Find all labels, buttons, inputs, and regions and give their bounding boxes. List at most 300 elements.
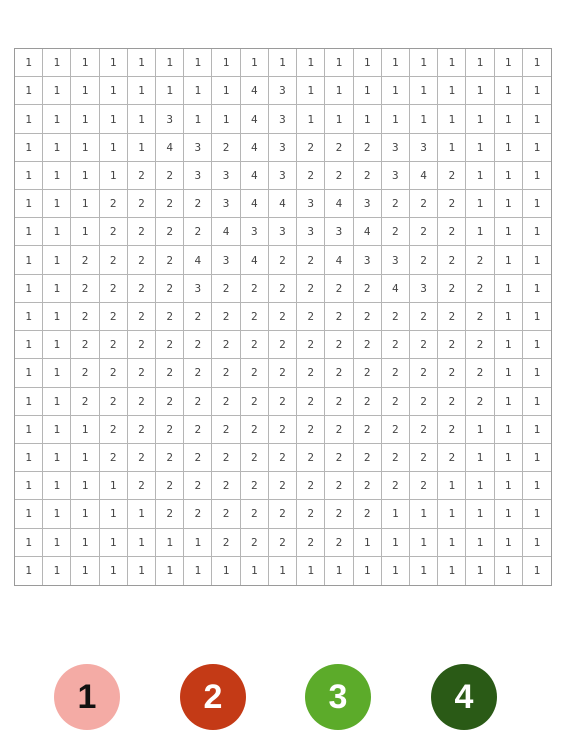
grid-cell[interactable]: 1 (495, 77, 523, 105)
grid-cell[interactable]: 1 (523, 105, 551, 133)
grid-cell[interactable]: 2 (241, 529, 269, 557)
grid-cell[interactable]: 1 (382, 500, 410, 528)
grid-cell[interactable]: 1 (43, 331, 71, 359)
grid-cell[interactable]: 1 (438, 529, 466, 557)
grid-cell[interactable]: 4 (241, 134, 269, 162)
grid-cell[interactable]: 2 (241, 500, 269, 528)
grid-cell[interactable]: 2 (325, 500, 353, 528)
grid-cell[interactable]: 2 (128, 246, 156, 274)
grid-cell[interactable]: 2 (382, 303, 410, 331)
grid-cell[interactable]: 2 (269, 303, 297, 331)
grid-cell[interactable]: 1 (410, 105, 438, 133)
grid-cell[interactable]: 1 (410, 49, 438, 77)
grid-cell[interactable]: 2 (71, 331, 99, 359)
grid-cell[interactable]: 2 (438, 275, 466, 303)
grid-cell[interactable]: 2 (156, 246, 184, 274)
grid-cell[interactable]: 1 (523, 162, 551, 190)
grid-cell[interactable]: 4 (241, 246, 269, 274)
grid-cell[interactable]: 2 (410, 246, 438, 274)
grid-cell[interactable]: 2 (241, 303, 269, 331)
grid-cell[interactable]: 4 (325, 246, 353, 274)
grid-cell[interactable]: 2 (325, 162, 353, 190)
grid-cell[interactable]: 2 (128, 444, 156, 472)
grid-cell[interactable]: 1 (354, 49, 382, 77)
grid-cell[interactable]: 1 (466, 49, 494, 77)
grid-cell[interactable]: 1 (71, 444, 99, 472)
grid-cell[interactable]: 3 (184, 134, 212, 162)
grid-cell[interactable]: 3 (184, 275, 212, 303)
grid-cell[interactable]: 3 (382, 162, 410, 190)
grid-cell[interactable]: 1 (354, 77, 382, 105)
grid-cell[interactable]: 1 (100, 557, 128, 585)
grid-cell[interactable]: 1 (466, 472, 494, 500)
grid-cell[interactable]: 1 (184, 105, 212, 133)
grid-cell[interactable]: 2 (156, 275, 184, 303)
grid-cell[interactable]: 2 (410, 331, 438, 359)
color-swatch-3[interactable] (305, 664, 371, 730)
grid-cell[interactable]: 1 (43, 529, 71, 557)
grid-cell[interactable]: 3 (269, 134, 297, 162)
grid-cell[interactable]: 2 (128, 218, 156, 246)
grid-cell[interactable]: 2 (325, 303, 353, 331)
grid-cell[interactable]: 2 (438, 388, 466, 416)
grid-cell[interactable]: 1 (523, 303, 551, 331)
grid-cell[interactable]: 3 (184, 162, 212, 190)
grid-cell[interactable]: 1 (523, 500, 551, 528)
grid-cell[interactable]: 1 (71, 49, 99, 77)
grid-cell[interactable]: 2 (269, 359, 297, 387)
grid-cell[interactable]: 2 (100, 218, 128, 246)
grid-cell[interactable]: 1 (128, 500, 156, 528)
grid-cell[interactable]: 2 (184, 388, 212, 416)
grid-cell[interactable]: 1 (523, 275, 551, 303)
grid-cell[interactable]: 1 (382, 49, 410, 77)
grid-cell[interactable]: 1 (184, 557, 212, 585)
grid-cell[interactable]: 1 (184, 77, 212, 105)
grid-cell[interactable]: 1 (325, 49, 353, 77)
grid-cell[interactable]: 2 (212, 331, 240, 359)
grid-cell[interactable]: 2 (241, 275, 269, 303)
grid-cell[interactable]: 1 (410, 77, 438, 105)
color-swatch-1[interactable] (54, 664, 120, 730)
grid-cell[interactable]: 1 (495, 331, 523, 359)
grid-cell[interactable]: 2 (269, 388, 297, 416)
grid-cell[interactable]: 2 (382, 331, 410, 359)
grid-cell[interactable]: 2 (297, 275, 325, 303)
grid-cell[interactable]: 1 (100, 49, 128, 77)
grid-cell[interactable]: 2 (438, 331, 466, 359)
grid-cell[interactable]: 1 (100, 529, 128, 557)
grid-cell[interactable]: 4 (325, 190, 353, 218)
grid-cell[interactable]: 1 (438, 77, 466, 105)
grid-cell[interactable]: 2 (438, 218, 466, 246)
grid-cell[interactable]: 2 (212, 416, 240, 444)
grid-cell[interactable]: 2 (438, 303, 466, 331)
grid-cell[interactable]: 2 (128, 359, 156, 387)
grid-cell[interactable]: 1 (15, 162, 43, 190)
grid-cell[interactable]: 4 (241, 105, 269, 133)
grid-cell[interactable]: 1 (438, 500, 466, 528)
grid-cell[interactable]: 1 (523, 331, 551, 359)
grid-cell[interactable]: 1 (184, 529, 212, 557)
grid-cell[interactable]: 2 (297, 331, 325, 359)
grid-cell[interactable]: 2 (184, 303, 212, 331)
grid-cell[interactable]: 2 (269, 500, 297, 528)
color-swatch-2[interactable] (180, 664, 246, 730)
grid-cell[interactable]: 1 (156, 529, 184, 557)
grid-cell[interactable]: 1 (43, 49, 71, 77)
grid-cell[interactable]: 1 (43, 557, 71, 585)
grid-cell[interactable]: 1 (466, 190, 494, 218)
grid-cell[interactable]: 1 (71, 472, 99, 500)
grid-cell[interactable]: 2 (269, 472, 297, 500)
grid-cell[interactable]: 1 (438, 472, 466, 500)
grid-cell[interactable]: 2 (410, 472, 438, 500)
grid-cell[interactable]: 2 (297, 416, 325, 444)
grid-cell[interactable]: 1 (100, 162, 128, 190)
grid-cell[interactable]: 1 (297, 77, 325, 105)
grid-cell[interactable]: 1 (43, 388, 71, 416)
grid-cell[interactable]: 2 (156, 303, 184, 331)
grid-cell[interactable]: 2 (241, 444, 269, 472)
grid-cell[interactable]: 2 (466, 359, 494, 387)
grid-cell[interactable]: 2 (156, 500, 184, 528)
grid-cell[interactable]: 1 (15, 218, 43, 246)
grid-cell[interactable]: 1 (382, 77, 410, 105)
grid-cell[interactable]: 2 (156, 331, 184, 359)
grid-cell[interactable]: 1 (212, 49, 240, 77)
grid-cell[interactable]: 1 (495, 275, 523, 303)
grid-cell[interactable]: 1 (466, 77, 494, 105)
grid-cell[interactable]: 2 (156, 162, 184, 190)
grid-cell[interactable]: 1 (438, 134, 466, 162)
grid-cell[interactable]: 1 (438, 49, 466, 77)
grid-cell[interactable]: 2 (128, 275, 156, 303)
grid-cell[interactable]: 2 (156, 388, 184, 416)
grid-cell[interactable]: 2 (156, 472, 184, 500)
grid-cell[interactable]: 1 (523, 246, 551, 274)
grid-cell[interactable]: 4 (212, 218, 240, 246)
grid-cell[interactable]: 2 (466, 388, 494, 416)
grid-cell[interactable]: 1 (523, 529, 551, 557)
grid-cell[interactable]: 4 (410, 162, 438, 190)
grid-cell[interactable]: 1 (15, 190, 43, 218)
grid-cell[interactable]: 2 (100, 190, 128, 218)
grid-cell[interactable]: 1 (156, 49, 184, 77)
grid-cell[interactable]: 3 (382, 246, 410, 274)
grid-cell[interactable]: 2 (410, 190, 438, 218)
grid-cell[interactable]: 1 (325, 105, 353, 133)
grid-cell[interactable]: 1 (184, 49, 212, 77)
grid-cell[interactable]: 1 (382, 529, 410, 557)
grid-cell[interactable]: 1 (410, 529, 438, 557)
grid-cell[interactable]: 2 (354, 500, 382, 528)
grid-cell[interactable]: 1 (495, 105, 523, 133)
grid-cell[interactable]: 2 (297, 359, 325, 387)
grid-cell[interactable]: 1 (71, 500, 99, 528)
grid-cell[interactable]: 1 (15, 472, 43, 500)
grid-cell[interactable]: 1 (71, 416, 99, 444)
grid-cell[interactable]: 1 (495, 359, 523, 387)
grid-cell[interactable]: 2 (71, 303, 99, 331)
grid-cell[interactable]: 2 (354, 359, 382, 387)
grid-cell[interactable]: 1 (15, 529, 43, 557)
grid-cell[interactable]: 2 (297, 303, 325, 331)
grid-cell[interactable]: 2 (71, 275, 99, 303)
grid-cell[interactable]: 2 (438, 246, 466, 274)
grid-cell[interactable]: 1 (382, 557, 410, 585)
grid-cell[interactable]: 2 (297, 444, 325, 472)
grid-cell[interactable]: 2 (156, 416, 184, 444)
grid-cell[interactable]: 2 (71, 359, 99, 387)
grid-cell[interactable]: 1 (410, 557, 438, 585)
grid-cell[interactable]: 1 (100, 77, 128, 105)
grid-cell[interactable]: 1 (15, 388, 43, 416)
grid-cell[interactable]: 1 (212, 105, 240, 133)
grid-cell[interactable]: 1 (523, 472, 551, 500)
grid-cell[interactable]: 1 (523, 77, 551, 105)
grid-cell[interactable]: 2 (269, 444, 297, 472)
grid-cell[interactable]: 2 (100, 444, 128, 472)
grid-cell[interactable]: 1 (297, 557, 325, 585)
grid-cell[interactable]: 2 (325, 388, 353, 416)
grid-cell[interactable]: 1 (71, 529, 99, 557)
grid-cell[interactable]: 1 (71, 105, 99, 133)
grid-cell[interactable]: 2 (128, 303, 156, 331)
grid-cell[interactable]: 2 (269, 416, 297, 444)
grid-cell[interactable]: 2 (184, 472, 212, 500)
grid-cell[interactable]: 1 (15, 134, 43, 162)
grid-cell[interactable]: 1 (43, 416, 71, 444)
grid-cell[interactable]: 2 (354, 134, 382, 162)
color-swatch-4[interactable] (431, 664, 497, 730)
grid-cell[interactable]: 1 (128, 134, 156, 162)
grid-cell[interactable]: 2 (71, 388, 99, 416)
grid-cell[interactable]: 1 (466, 500, 494, 528)
grid-cell[interactable]: 2 (184, 218, 212, 246)
grid-cell[interactable]: 3 (354, 190, 382, 218)
grid-cell[interactable]: 2 (184, 190, 212, 218)
grid-cell[interactable]: 1 (43, 359, 71, 387)
grid-cell[interactable]: 1 (15, 416, 43, 444)
grid-cell[interactable]: 1 (297, 49, 325, 77)
grid-cell[interactable]: 2 (297, 529, 325, 557)
grid-cell[interactable]: 2 (128, 416, 156, 444)
grid-cell[interactable]: 2 (184, 359, 212, 387)
grid-cell[interactable]: 2 (156, 218, 184, 246)
grid-cell[interactable]: 4 (184, 246, 212, 274)
grid-cell[interactable]: 3 (269, 77, 297, 105)
grid-cell[interactable]: 1 (495, 500, 523, 528)
grid-cell[interactable]: 1 (495, 303, 523, 331)
grid-cell[interactable]: 2 (269, 246, 297, 274)
grid-cell[interactable]: 1 (297, 105, 325, 133)
grid-cell[interactable]: 2 (466, 275, 494, 303)
grid-cell[interactable]: 1 (495, 190, 523, 218)
grid-cell[interactable]: 1 (156, 557, 184, 585)
grid-cell[interactable]: 2 (212, 359, 240, 387)
grid-cell[interactable]: 1 (43, 134, 71, 162)
grid-cell[interactable]: 2 (212, 529, 240, 557)
grid-cell[interactable]: 4 (156, 134, 184, 162)
grid-cell[interactable]: 2 (212, 388, 240, 416)
grid-cell[interactable]: 2 (466, 331, 494, 359)
grid-cell[interactable]: 2 (325, 444, 353, 472)
grid-cell[interactable]: 3 (297, 218, 325, 246)
grid-cell[interactable]: 2 (297, 500, 325, 528)
grid-cell[interactable]: 2 (438, 190, 466, 218)
grid-cell[interactable]: 2 (100, 388, 128, 416)
grid-cell[interactable]: 2 (297, 162, 325, 190)
grid-cell[interactable]: 2 (410, 388, 438, 416)
grid-cell[interactable]: 3 (156, 105, 184, 133)
grid-cell[interactable]: 2 (128, 472, 156, 500)
grid-cell[interactable]: 1 (43, 275, 71, 303)
grid-cell[interactable]: 1 (523, 49, 551, 77)
grid-cell[interactable]: 1 (71, 218, 99, 246)
grid-cell[interactable]: 2 (466, 246, 494, 274)
grid-cell[interactable]: 1 (354, 105, 382, 133)
grid-cell[interactable]: 1 (43, 162, 71, 190)
grid-cell[interactable]: 2 (325, 472, 353, 500)
grid-cell[interactable]: 1 (495, 218, 523, 246)
grid-cell[interactable]: 2 (354, 162, 382, 190)
grid-cell[interactable]: 3 (269, 105, 297, 133)
grid-cell[interactable]: 4 (241, 162, 269, 190)
grid-cell[interactable]: 3 (212, 190, 240, 218)
grid-cell[interactable]: 2 (241, 472, 269, 500)
grid-cell[interactable]: 1 (15, 246, 43, 274)
grid-cell[interactable]: 2 (212, 500, 240, 528)
grid-cell[interactable]: 1 (43, 190, 71, 218)
grid-cell[interactable]: 4 (241, 77, 269, 105)
grid-cell[interactable]: 2 (241, 416, 269, 444)
grid-cell[interactable]: 1 (15, 105, 43, 133)
grid-cell[interactable]: 1 (212, 77, 240, 105)
grid-cell[interactable]: 1 (495, 246, 523, 274)
grid-cell[interactable]: 1 (325, 557, 353, 585)
grid-cell[interactable]: 2 (466, 303, 494, 331)
grid-cell[interactable]: 1 (15, 275, 43, 303)
grid-cell[interactable]: 3 (212, 246, 240, 274)
grid-cell[interactable]: 1 (128, 49, 156, 77)
grid-cell[interactable]: 3 (212, 162, 240, 190)
grid-cell[interactable]: 2 (382, 472, 410, 500)
grid-cell[interactable]: 1 (523, 190, 551, 218)
grid-cell[interactable]: 2 (128, 162, 156, 190)
grid-cell[interactable]: 1 (495, 134, 523, 162)
grid-cell[interactable]: 1 (43, 218, 71, 246)
grid-cell[interactable]: 4 (241, 190, 269, 218)
grid-cell[interactable]: 2 (184, 500, 212, 528)
grid-cell[interactable]: 1 (523, 218, 551, 246)
grid-cell[interactable]: 2 (128, 331, 156, 359)
grid-cell[interactable]: 2 (100, 331, 128, 359)
grid-cell[interactable]: 1 (15, 77, 43, 105)
grid-cell[interactable]: 2 (325, 331, 353, 359)
grid-cell[interactable]: 1 (466, 444, 494, 472)
grid-cell[interactable]: 1 (523, 388, 551, 416)
grid-cell[interactable]: 1 (495, 416, 523, 444)
grid-cell[interactable]: 1 (354, 529, 382, 557)
grid-cell[interactable]: 1 (15, 303, 43, 331)
grid-cell[interactable]: 1 (43, 472, 71, 500)
grid-cell[interactable]: 1 (438, 557, 466, 585)
grid-cell[interactable]: 1 (128, 529, 156, 557)
grid-cell[interactable]: 1 (523, 444, 551, 472)
grid-cell[interactable]: 1 (100, 500, 128, 528)
grid-cell[interactable]: 2 (382, 190, 410, 218)
grid-cell[interactable]: 3 (410, 134, 438, 162)
grid-cell[interactable]: 1 (43, 246, 71, 274)
grid-cell[interactable]: 2 (438, 162, 466, 190)
grid-cell[interactable]: 2 (325, 275, 353, 303)
grid-cell[interactable]: 2 (325, 359, 353, 387)
grid-cell[interactable]: 2 (156, 190, 184, 218)
grid-cell[interactable]: 1 (43, 444, 71, 472)
grid-cell[interactable]: 1 (43, 77, 71, 105)
grid-cell[interactable]: 1 (128, 77, 156, 105)
grid-cell[interactable]: 1 (382, 105, 410, 133)
grid-cell[interactable]: 1 (495, 529, 523, 557)
grid-cell[interactable]: 2 (382, 359, 410, 387)
grid-cell[interactable]: 2 (128, 388, 156, 416)
grid-cell[interactable]: 1 (523, 359, 551, 387)
grid-cell[interactable]: 1 (466, 529, 494, 557)
grid-cell[interactable]: 2 (438, 359, 466, 387)
grid-cell[interactable]: 1 (71, 77, 99, 105)
grid-cell[interactable]: 2 (354, 444, 382, 472)
grid-cell[interactable]: 1 (495, 388, 523, 416)
grid-cell[interactable]: 2 (297, 472, 325, 500)
grid-cell[interactable]: 1 (15, 557, 43, 585)
grid-cell[interactable]: 1 (495, 472, 523, 500)
grid-cell[interactable]: 2 (382, 388, 410, 416)
grid-cell[interactable]: 2 (410, 218, 438, 246)
grid-cell[interactable]: 1 (100, 134, 128, 162)
grid-cell[interactable]: 1 (495, 162, 523, 190)
grid-cell[interactable]: 1 (43, 303, 71, 331)
grid-cell[interactable]: 2 (297, 388, 325, 416)
grid-cell[interactable]: 2 (241, 388, 269, 416)
grid-cell[interactable]: 2 (184, 331, 212, 359)
grid-cell[interactable]: 2 (100, 303, 128, 331)
grid-cell[interactable]: 2 (212, 134, 240, 162)
grid-cell[interactable]: 1 (495, 49, 523, 77)
grid-cell[interactable]: 3 (354, 246, 382, 274)
grid-cell[interactable]: 1 (241, 49, 269, 77)
grid-cell[interactable]: 2 (325, 529, 353, 557)
grid-cell[interactable]: 1 (71, 190, 99, 218)
grid-cell[interactable]: 2 (269, 331, 297, 359)
grid-cell[interactable]: 2 (156, 444, 184, 472)
grid-cell[interactable]: 2 (354, 275, 382, 303)
grid-cell[interactable]: 2 (100, 359, 128, 387)
grid-cell[interactable]: 1 (354, 557, 382, 585)
grid-cell[interactable]: 1 (523, 134, 551, 162)
grid-cell[interactable]: 1 (212, 557, 240, 585)
grid-cell[interactable]: 2 (354, 331, 382, 359)
grid-cell[interactable]: 1 (466, 105, 494, 133)
grid-cell[interactable]: 2 (71, 246, 99, 274)
grid-cell[interactable]: 2 (128, 190, 156, 218)
grid-cell[interactable]: 3 (325, 218, 353, 246)
grid-cell[interactable]: 2 (325, 134, 353, 162)
grid-cell[interactable]: 1 (438, 105, 466, 133)
grid-cell[interactable]: 1 (43, 500, 71, 528)
grid-cell[interactable]: 1 (241, 557, 269, 585)
grid-cell[interactable]: 1 (410, 500, 438, 528)
